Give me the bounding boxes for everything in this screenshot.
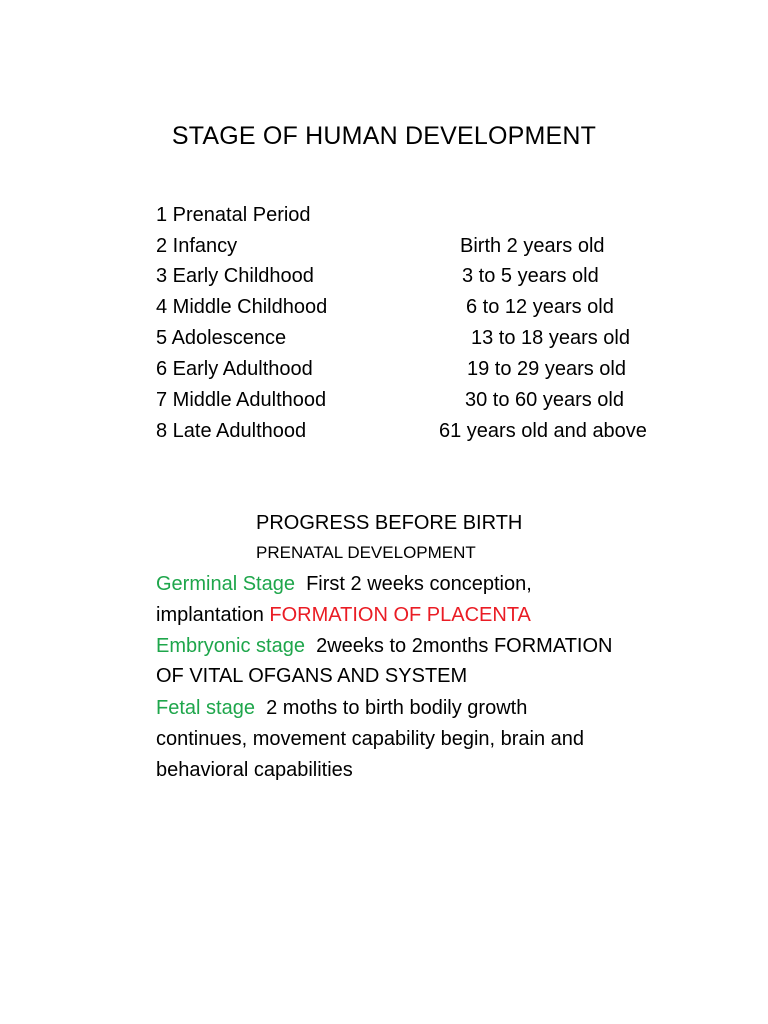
stage-age: 19 to 29 years old [467, 358, 626, 380]
germinal-line-2 [156, 601, 531, 629]
stage-label: 5 Adolescence [156, 327, 287, 349]
fetal-line-1 [156, 694, 527, 722]
embryonic-line-2 [156, 662, 467, 690]
fetal-text: behavioral capabilities [156, 759, 353, 781]
embryonic-line-1 [156, 632, 612, 660]
stage-age: 6 to 12 years old [466, 296, 614, 318]
fetal-line-3 [156, 756, 353, 784]
section-subheading: PRENATAL DEVELOPMENT [256, 543, 476, 562]
germinal-text: First 2 weeks conception, [306, 573, 532, 595]
fetal-text: 2 moths to birth bodily growth [266, 697, 528, 719]
embryonic-text: OF VITAL OFGANS AND SYSTEM [156, 665, 468, 687]
germinal-line-1 [156, 570, 532, 598]
germinal-term: Germinal Stage [156, 573, 295, 595]
stage-label: 3 Early Childhood [156, 265, 314, 287]
germinal-text: implantation [156, 604, 264, 626]
embryonic-term: Embryonic stage [156, 635, 305, 657]
stage-label: 1 Prenatal Period [156, 204, 311, 226]
stage-age: 61 years old and above [439, 420, 647, 442]
stage-age: 30 to 60 years old [465, 389, 624, 411]
stage-age: 3 to 5 years old [462, 265, 599, 287]
fetal-text: continues, movement capability begin, brain and [156, 728, 585, 750]
section-heading: PROGRESS BEFORE BIRTH [256, 512, 523, 534]
stage-label: 2 Infancy [156, 235, 238, 257]
stage-label: 8 Late Adulthood [156, 420, 307, 442]
fetal-line-2 [156, 725, 584, 753]
placenta-highlight: FORMATION OF PLACENTA [269, 604, 531, 626]
embryonic-text: 2weeks to 2months FORMATION [316, 635, 613, 657]
document-title: STAGE OF HUMAN DEVELOPMENT [171, 122, 597, 150]
stage-label: 6 Early Adulthood [156, 358, 313, 380]
fetal-term: Fetal stage [156, 697, 255, 719]
stage-label: 4 Middle Childhood [156, 296, 328, 318]
stage-label: 7 Middle Adulthood [156, 389, 327, 411]
stage-age: 13 to 18 years old [471, 327, 630, 349]
stage-age: Birth 2 years old [460, 235, 605, 257]
